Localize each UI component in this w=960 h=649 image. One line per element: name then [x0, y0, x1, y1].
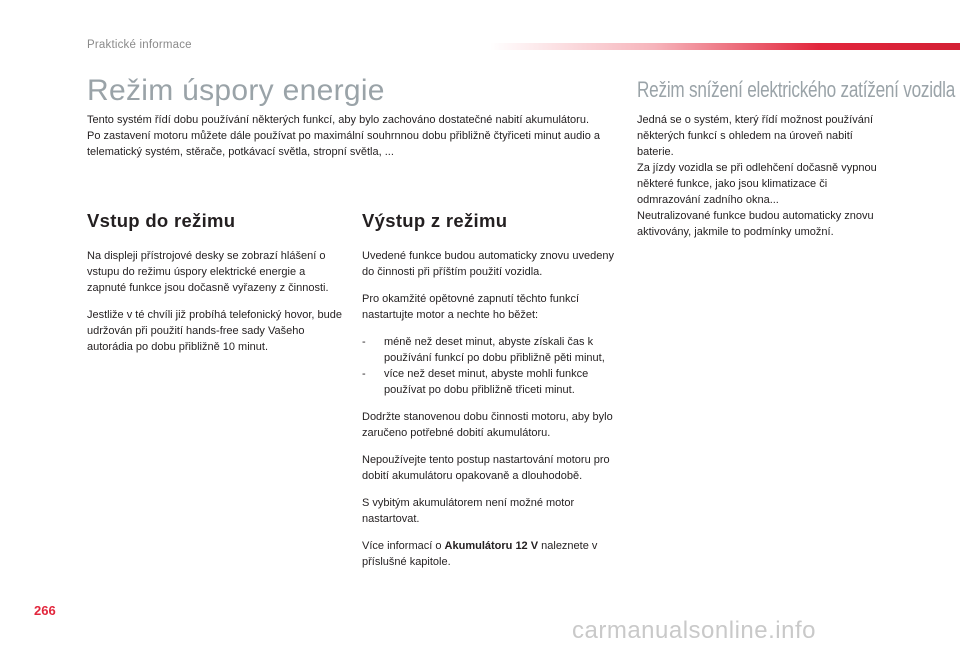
- list-item: [362, 334, 622, 366]
- header-accent-bar: [490, 43, 960, 50]
- exit-paragraph: Dodržte stanovenou dobu činnosti motoru, aby bylo zaručeno potřebné dobití akumulátoru.: [362, 411, 613, 439]
- reference-suffix: naleznete v příslušné kapitole.: [362, 540, 598, 568]
- side-paragraph: Jedná se o systém, který řídí možnost používání některých funkcí s ohledem na úroveň nabití baterie.: [637, 114, 873, 158]
- enter-paragraph: Jestliže v té chvíli již probíhá telefonický hovor, bude udržován při použití hands-free sady Vašeho autorádia po dobu přibližně 10 minut.: [87, 309, 342, 353]
- side-title: Režim snížení elektrického zatížení vozidla: [637, 77, 956, 102]
- bullet-dash: -: [362, 336, 366, 348]
- exit-section: [362, 237, 622, 581]
- reference-prefix: Více informací o: [362, 540, 445, 552]
- list-item-text: méně než deset minut, abyste získali čas k používání funkcí po dobu přibližně pěti minut,: [384, 336, 605, 364]
- exit-paragraph: Uvedené funkce budou automaticky znovu uvedeny do činnosti při příštím použití vozidla.: [362, 250, 614, 278]
- intro-paragraph: Tento systém řídí dobu používání některých funkcí, aby bylo zachováno dostatečné nabití akumulátoru.: [87, 114, 590, 126]
- enter-heading: Vstup do režimu: [87, 210, 236, 231]
- enter-section: [87, 237, 345, 366]
- page-title: Režim úspory energie: [87, 74, 385, 107]
- exit-paragraph: S vybitým akumulátorem není možné motor nastartovat.: [362, 497, 575, 525]
- side-paragraph: Neutralizované funkce budou automaticky znovu aktivovány, jakmile to podmínky umožní.: [637, 210, 874, 238]
- watermark: carmanualsonline.info: [572, 617, 816, 644]
- intro-paragraph: Po zastavení motoru můžete dále používat po maximální souhrnnou dobu přibližně čtyřiceti minut audio a telematický systém, stěrače, potkávací světla, stropní světla, ...: [87, 130, 601, 158]
- side-paragraph: Za jízdy vozidla se při odlehčení dočasně vypnou některé funkce, jako jsou klimatizace či odmrazování zadního okna...: [637, 162, 877, 206]
- page-number: 266: [34, 603, 56, 618]
- exit-paragraph: Nepoužívejte tento postup nastartování motoru pro dobití akumulátoru opakovaně a dlouhodobě.: [362, 454, 610, 482]
- list-item: [362, 366, 622, 398]
- bullet-dash: -: [362, 368, 366, 380]
- intro-text: [87, 112, 617, 160]
- side-section: [637, 112, 877, 240]
- battery-reference: Akumulátoru 12 V: [444, 540, 539, 552]
- section-label: Praktické informace: [87, 39, 192, 51]
- exit-heading: Výstup z režimu: [362, 210, 508, 231]
- list-item-text: více než deset minut, abyste mohli funkce používat po dobu přibližně třiceti minut.: [384, 368, 589, 396]
- enter-paragraph: Na displeji přístrojové desky se zobrazí hlášení o vstupu do režimu úspory elektrické energie a zapnuté funkce jsou dočasně vyřazeny z činnosti.: [87, 250, 329, 294]
- exit-paragraph: [362, 538, 622, 570]
- exit-paragraph: Pro okamžité opětovné zapnutí těchto funkcí nastartujte motor a nechte ho běžet:: [362, 293, 580, 321]
